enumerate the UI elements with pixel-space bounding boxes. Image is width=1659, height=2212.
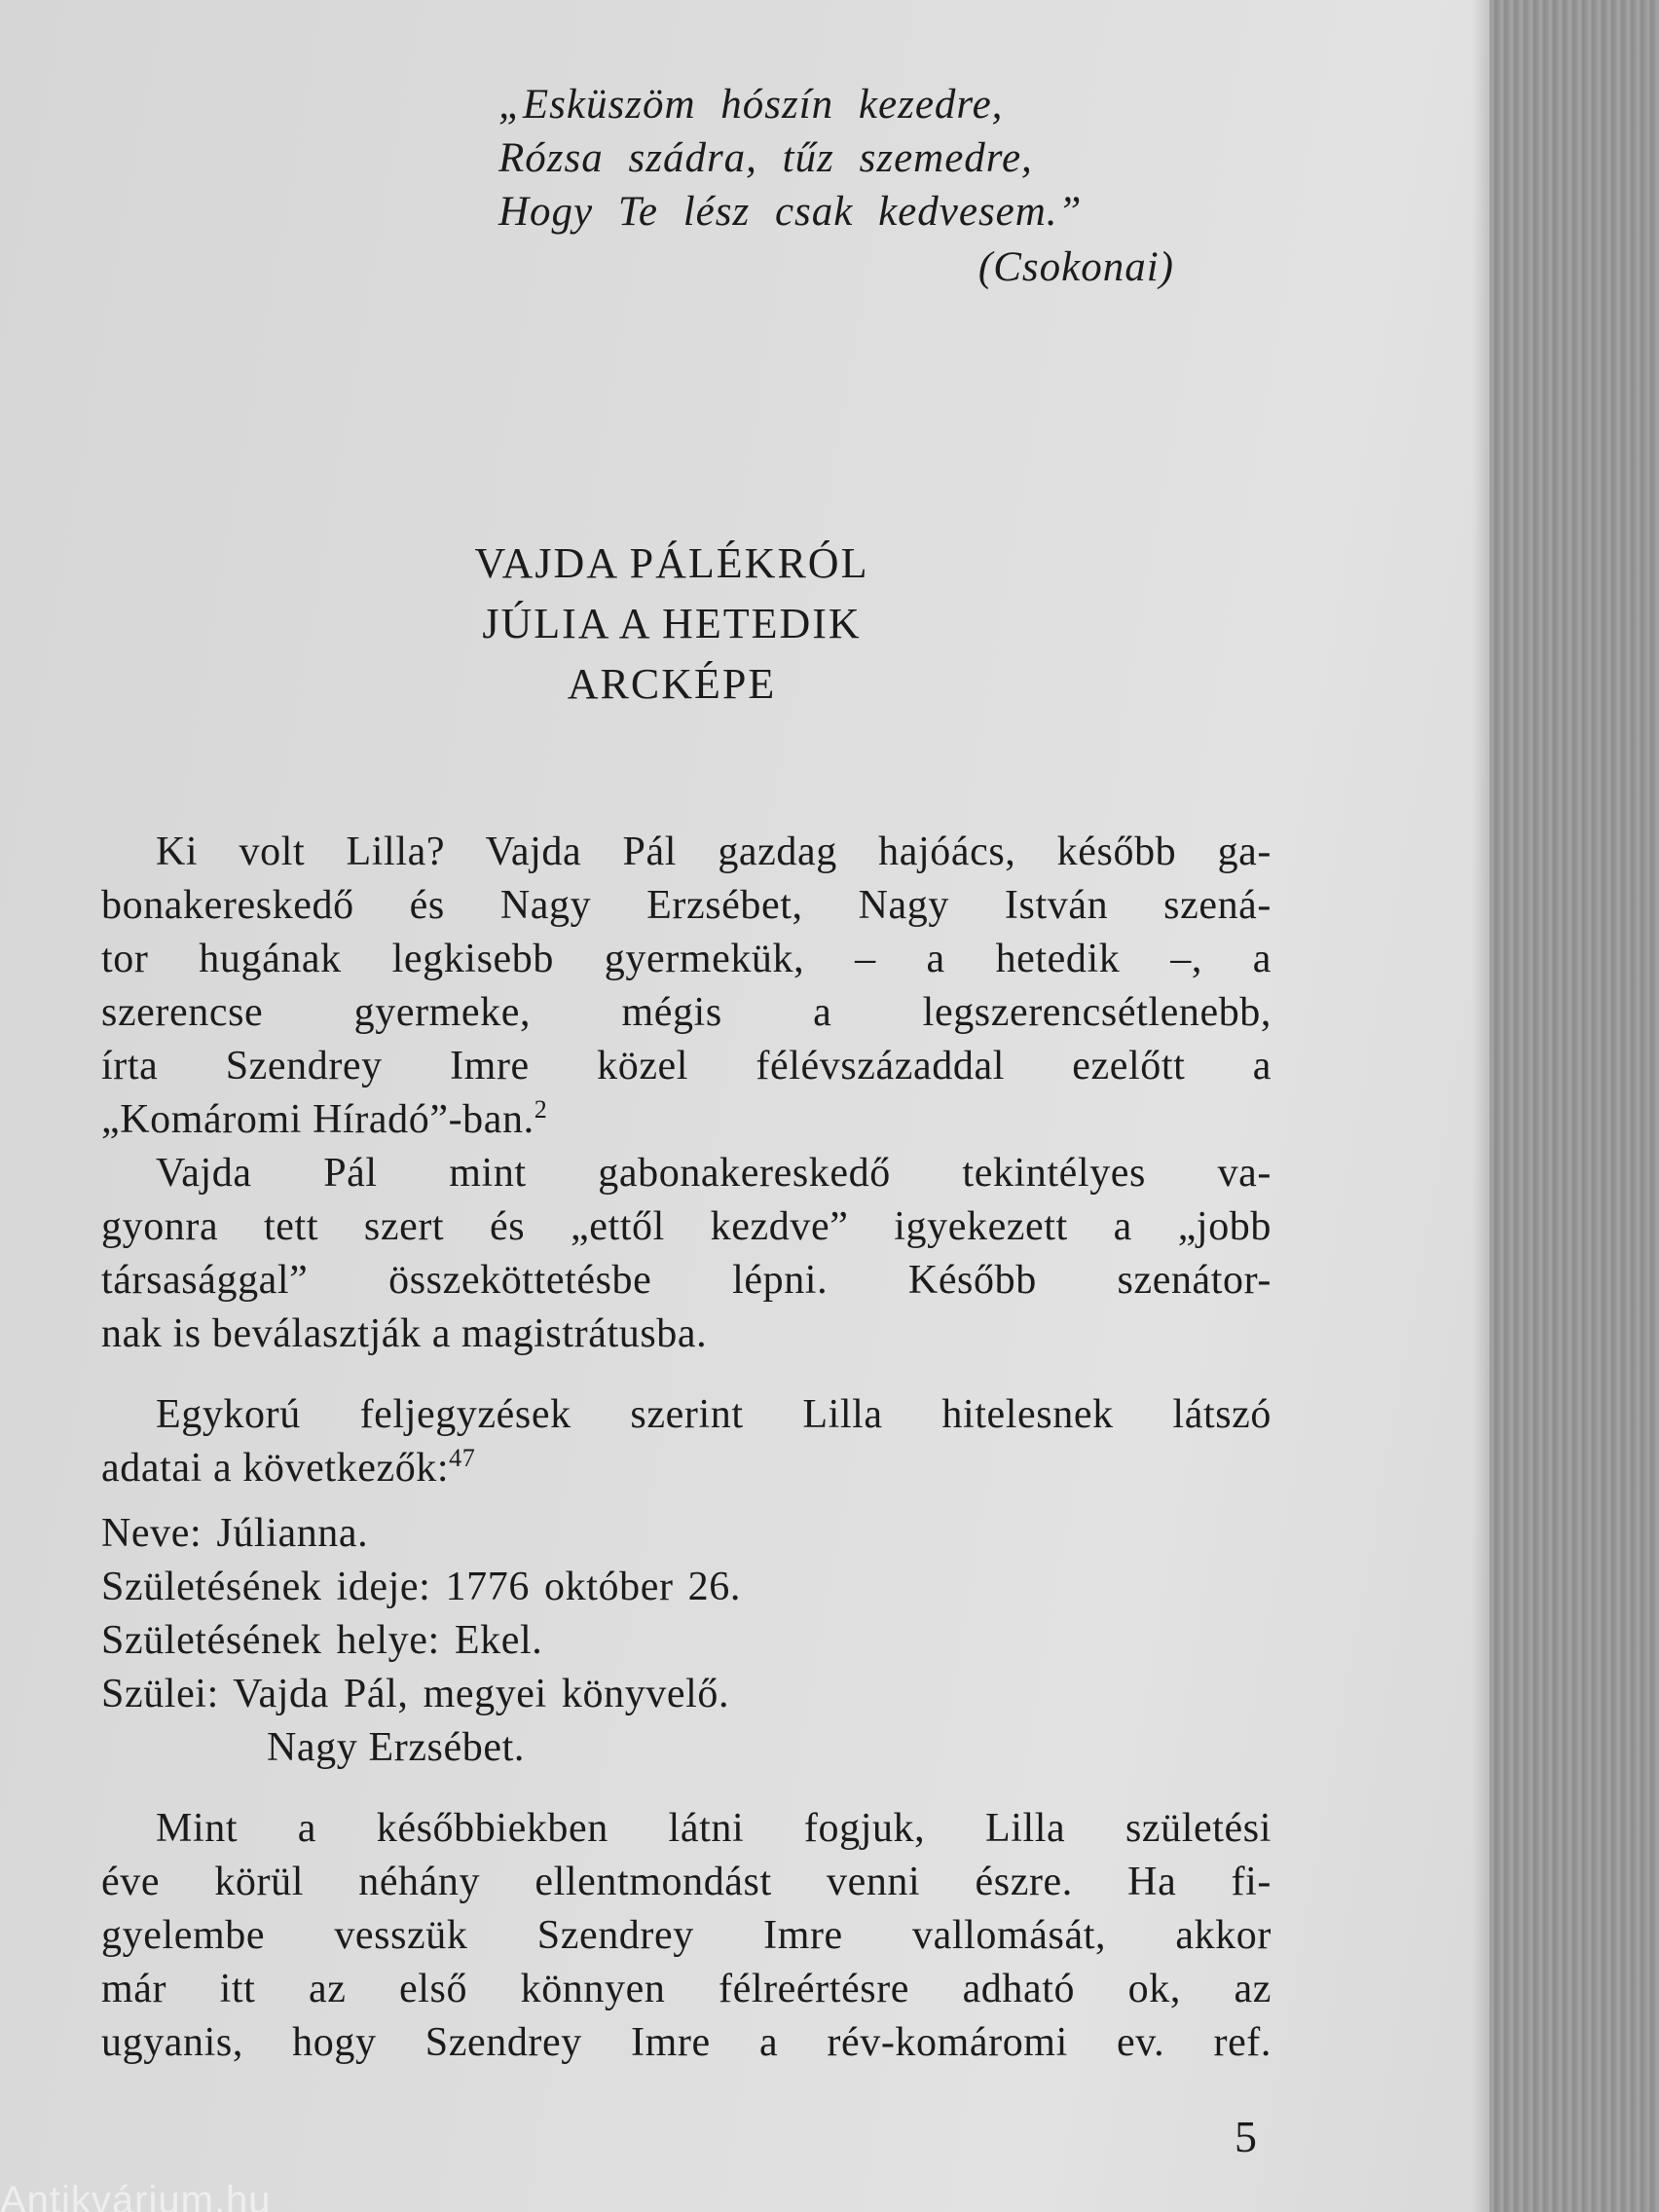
- footnote-marker: 47: [449, 1444, 476, 1472]
- text-line: Vajda Pál mint gabonakereskedő tekintélyes va-: [156, 1151, 1272, 1196]
- paragraph-2: [101, 1147, 1272, 1361]
- text-line: írta Szendrey Imre közel félévszázaddal ezelőtt a: [101, 1044, 1272, 1088]
- book-page-edges: [1490, 0, 1659, 2212]
- text-line: Mint a későbbiekben látni fogjuk, Lilla születési: [156, 1806, 1272, 1851]
- text-line: éve körül néhány ellentmondást venni észre. Ha fi-: [101, 1860, 1272, 1904]
- text-line: [101, 1093, 1272, 1147]
- paragraph-gap: [101, 1361, 1272, 1388]
- text-line: [101, 1442, 1272, 1495]
- fact-parents-continued: Nagy Erzsébet.: [267, 1725, 525, 1770]
- page-number: 5: [1235, 2112, 1257, 2161]
- fact-name: Neve: Júlianna.: [101, 1511, 369, 1556]
- text-line: már itt az első könnyen félreértésre adható ok, az: [101, 1967, 1272, 2011]
- fact-parents: Szülei: Vajda Pál, megyei könyvelő.: [101, 1672, 730, 1716]
- text-line: nak is beválasztják a magistrátusba.: [101, 1311, 708, 1356]
- text-line: tor hugának legkisebb gyermekük, – a hetedik –, a: [101, 937, 1272, 981]
- paragraph-4: [101, 1802, 1272, 2070]
- body-text: [101, 826, 1272, 2070]
- epigraph-attribution: (Csokonai): [977, 244, 1174, 290]
- fact-birth-place: Születésének helye: Ekel.: [101, 1618, 543, 1663]
- text-line-content: „Komáromi Híradó”-ban.: [101, 1097, 535, 1142]
- epigraph-line: „Esküszöm hószín kezedre,: [498, 82, 1004, 128]
- chapter-title-line: JÚLIA A HETEDIK: [482, 600, 862, 647]
- text-line: Egykorú feljegyzések szerint Lilla hitelesnek látszó: [156, 1392, 1272, 1437]
- text-line: szerencse gyermeke, mégis a legszerencsétlenebb,: [101, 990, 1272, 1035]
- text-line: ugyanis, hogy Szendrey Imre a rév-komáromi ev. ref.: [101, 2020, 1272, 2065]
- paragraph-gap: [101, 1775, 1272, 1802]
- chapter-title: [409, 534, 935, 715]
- epigraph-line: Hogy Te lész csak kedvesem.”: [498, 189, 1083, 235]
- watermark: Antikvárium.hu: [0, 2179, 272, 2212]
- paragraph-gap: [101, 1495, 1272, 1507]
- paragraph-1: [101, 826, 1272, 1147]
- epigraph-line: Rózsa szádra, tűz szemedre,: [498, 135, 1033, 181]
- chapter-title-line: ARCKÉPE: [567, 660, 777, 708]
- text-line: gyonra tett szert és „ettől kezdve” igyekezett a „jobb: [101, 1204, 1272, 1249]
- text-line: Ki volt Lilla? Vajda Pál gazdag hajóács, később ga-: [156, 830, 1272, 874]
- epigraph: [498, 78, 1180, 294]
- text-line: társasággal” összeköttetésbe lépni. Később szenátor-: [101, 1258, 1272, 1303]
- fact-birth-date: Születésének ideje: 1776 október 26.: [101, 1565, 741, 1609]
- text-line: gyelembe vesszük Szendrey Imre vallomását, akkor: [101, 1913, 1272, 1958]
- paragraph-3: [101, 1388, 1272, 1495]
- text-line-content: adatai a következők:: [101, 1446, 450, 1491]
- biographical-facts: [101, 1507, 1272, 1775]
- footnote-marker: 2: [534, 1095, 548, 1124]
- chapter-title-line: VAJDA PÁLÉKRÓL: [474, 539, 869, 587]
- text-line: bonakereskedő és Nagy Erzsébet, Nagy István szená-: [101, 883, 1272, 928]
